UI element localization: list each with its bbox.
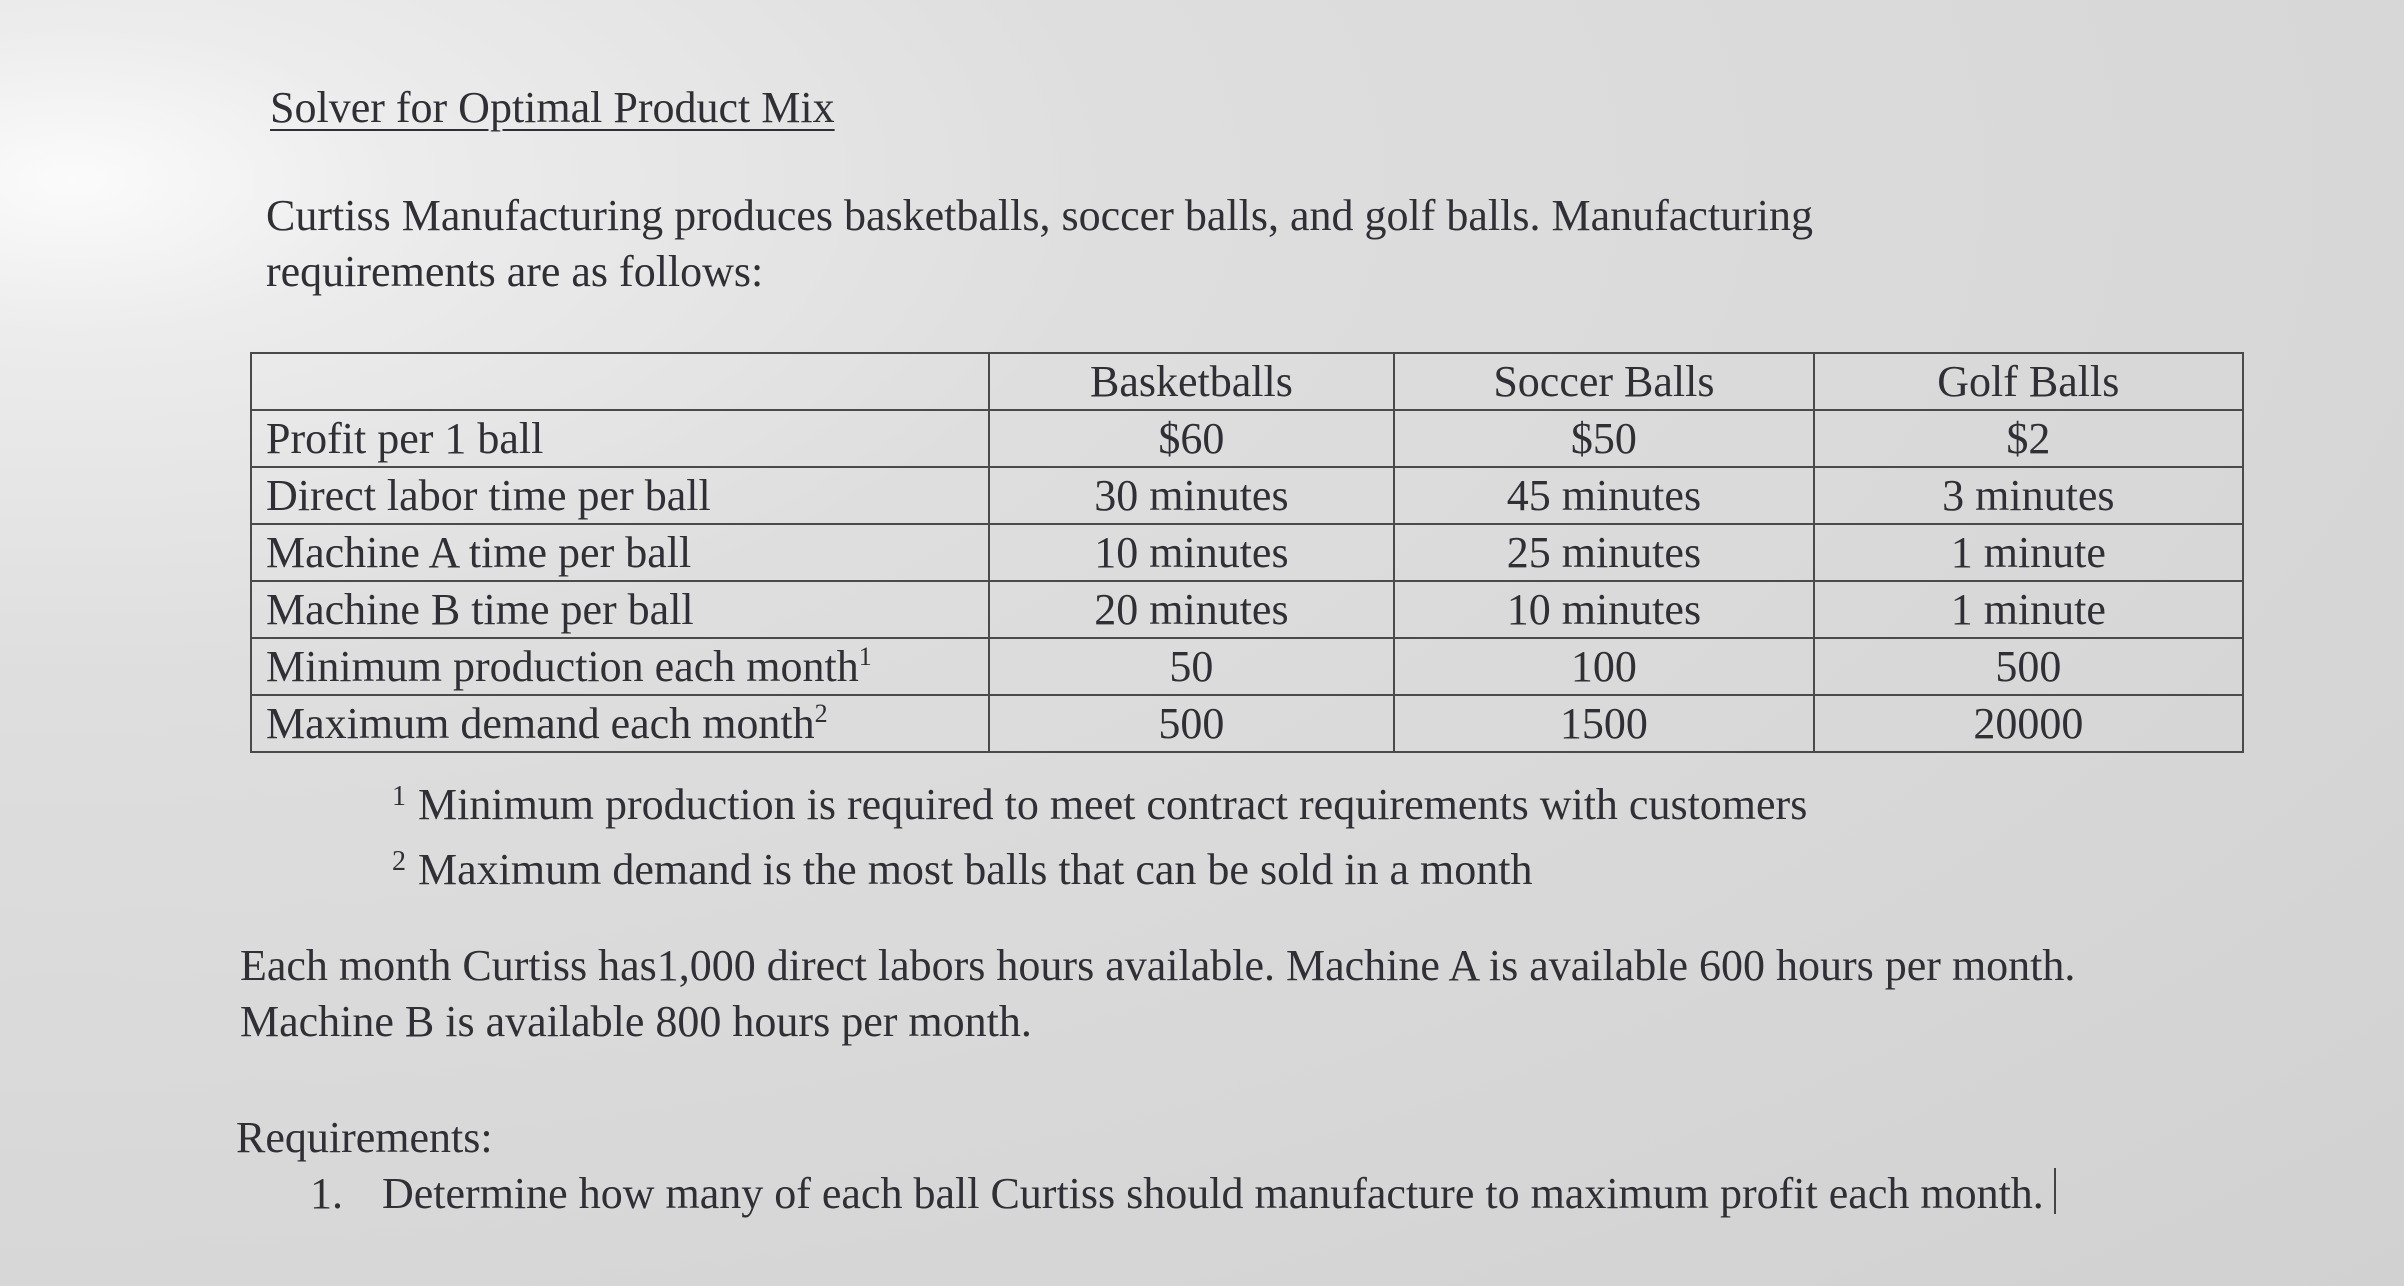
row-label: Machine B time per ball	[266, 585, 694, 634]
table-cell: 25 minutes	[1394, 524, 1813, 581]
footnote	[392, 768, 1807, 833]
table-cell: 20 minutes	[989, 581, 1394, 638]
requirement-number: 1.	[310, 1169, 343, 1218]
table-cell: $50	[1394, 410, 1813, 467]
table-cell: 45 minutes	[1394, 467, 1813, 524]
table-row	[251, 695, 2243, 752]
table-cell: 20000	[1814, 695, 2243, 752]
footnote-text: Minimum production is required to meet contract requirements with customers	[418, 780, 1808, 829]
header-soccer-balls: Soccer Balls	[1394, 353, 1813, 410]
table-row	[251, 581, 2243, 638]
table-cell: 1 minute	[1814, 581, 2243, 638]
row-label-cell	[251, 467, 989, 524]
table-header-row	[251, 353, 2243, 410]
table-cell: 10 minutes	[1394, 581, 1813, 638]
table-cell: 100	[1394, 638, 1813, 695]
row-label-cell	[251, 581, 989, 638]
row-label-cell	[251, 695, 989, 752]
header-blank-cell	[251, 353, 989, 410]
row-label: Machine A time per ball	[266, 528, 692, 577]
table-cell: 500	[1814, 638, 2243, 695]
header-basketballs: Basketballs	[989, 353, 1394, 410]
table-cell: 30 minutes	[989, 467, 1394, 524]
table-cell: 1500	[1394, 695, 1813, 752]
table-row	[251, 467, 2243, 524]
row-label-cell	[251, 410, 989, 467]
table-body	[251, 410, 2243, 752]
row-label-cell	[251, 524, 989, 581]
table-cell: 1 minute	[1814, 524, 2243, 581]
footnote-text: Maximum demand is the most balls that can be sold in a month	[418, 845, 1533, 894]
table-row	[251, 638, 2243, 695]
requirements-table	[250, 352, 2244, 753]
footnote-reference: 2	[814, 699, 828, 728]
requirement-item	[310, 1166, 2212, 1222]
footnote-reference: 1	[858, 642, 872, 671]
table-cell: $2	[1814, 410, 2243, 467]
footnote	[392, 833, 1807, 898]
table-cell: 500	[989, 695, 1394, 752]
table-cell: $60	[989, 410, 1394, 467]
row-label: Maximum demand each month	[266, 699, 815, 748]
intro-paragraph: Curtiss Manufacturing produces basketballs, soccer balls, and golf balls. Manufacturing requirements are as follows:	[266, 191, 1813, 296]
row-label: Direct labor time per ball	[266, 471, 711, 520]
table-cell: 10 minutes	[989, 524, 1394, 581]
footnote-mark: 1	[392, 781, 406, 812]
text-cursor	[2054, 1168, 2056, 1214]
row-label-cell	[251, 638, 989, 695]
table-cell: 3 minutes	[1814, 467, 2243, 524]
header-golf-balls: Golf Balls	[1814, 353, 2243, 410]
table-footnotes	[392, 768, 1807, 898]
requirements-heading: Requirements:	[236, 1113, 493, 1162]
requirement-text: Determine how many of each ball Curtiss should manufacture to maximum profit each month.	[382, 1169, 2044, 1218]
requirement-text-container	[382, 1166, 2212, 1222]
table-row	[251, 524, 2243, 581]
availability-paragraph: Each month Curtiss has1,000 direct labors hours available. Machine A is available 600 hours per month. Machine B is available 800 hours per month.	[240, 941, 2076, 1046]
row-label: Profit per 1 ball	[266, 414, 544, 463]
row-label: Minimum production each month	[266, 642, 859, 691]
document-title: Solver for Optimal Product Mix	[270, 83, 835, 132]
footnote-mark: 2	[392, 846, 406, 877]
table-cell: 50	[989, 638, 1394, 695]
table-row	[251, 410, 2243, 467]
